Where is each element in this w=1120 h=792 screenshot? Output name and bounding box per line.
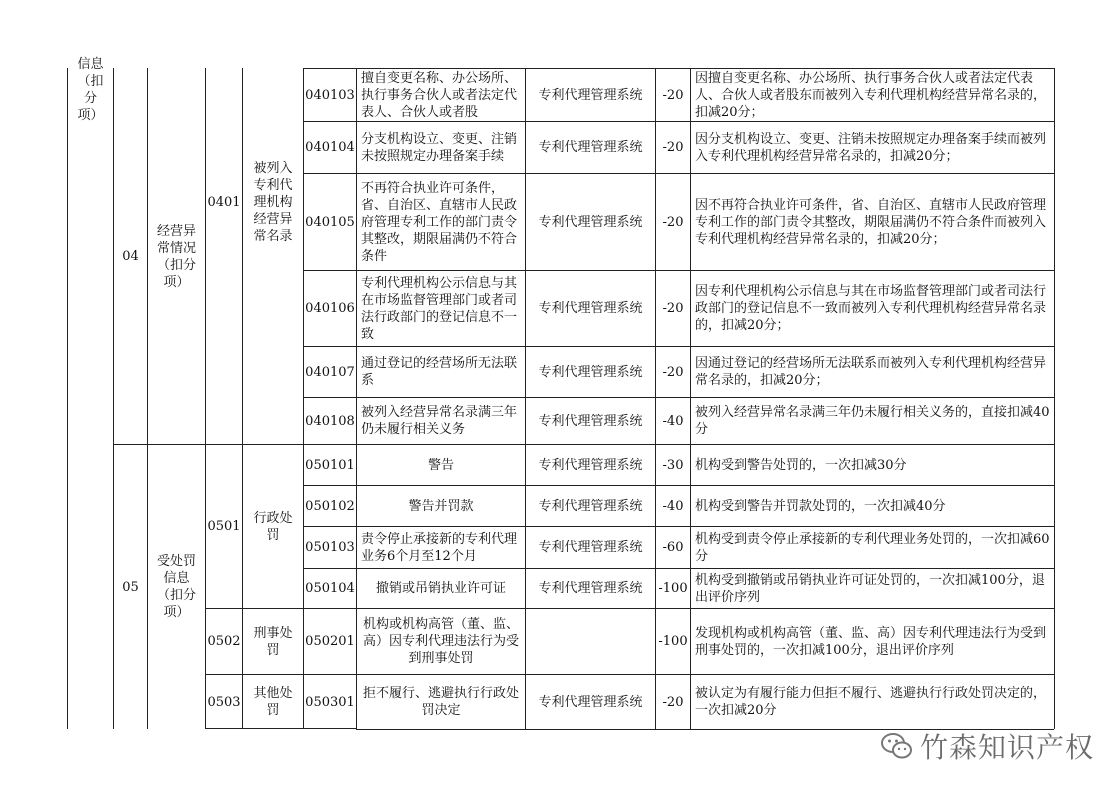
item-source: 专利代理管理系统 <box>538 301 643 316</box>
item-code: 040104 <box>305 140 355 155</box>
item-condition: 拒不履行、逃避执行行政处罚决定 <box>362 686 519 718</box>
item-score: -40 <box>662 413 684 429</box>
item-condition: 责令停止承接新的专利代理业务6个月至12个月 <box>361 531 518 564</box>
item-code: 050104 <box>305 581 355 596</box>
category-name: 经营异常情况（扣分项） <box>156 223 196 290</box>
item-score: -100 <box>658 634 688 649</box>
item-source: 专利代理管理系统 <box>538 87 643 103</box>
item-code: 050102 <box>305 498 355 514</box>
item-code: 050101 <box>305 457 355 473</box>
item-score: -40 <box>662 498 684 514</box>
watermark-text: 竹森知识产权 <box>920 731 1095 764</box>
item-rule: 因不再符合执业许可条件，省、自治区、直辖市人民政府管理专利工作的部门责令其整改，期限届满仍不符合条件而被列入专利代理机构经营异常名录的，扣减20分； <box>695 197 1047 247</box>
item-rule: 机构受到警告并罚款处罚的，一次扣减40分 <box>695 498 946 514</box>
subcategory-name: 刑事处罚 <box>253 625 293 658</box>
item-condition: 通过登记的经营场所无法联系 <box>361 356 518 388</box>
item-source: 专利代理管理系统 <box>538 498 643 514</box>
item-score: -60 <box>662 540 684 555</box>
item-source: 专利代理管理系统 <box>538 140 643 155</box>
item-code: 040107 <box>305 364 355 380</box>
item-code: 050301 <box>305 694 355 710</box>
subcategory-code: 0401 <box>207 195 241 210</box>
item-rule: 机构受到警告处罚的，一次扣减30分 <box>695 457 907 473</box>
category-code: 04 <box>122 249 139 264</box>
item-condition: 擅自变更名称、办公场所、执行事务合伙人或者法定代表人、合伙人或者股 <box>361 71 518 120</box>
item-score: -30 <box>662 457 684 473</box>
item-condition: 警告 <box>427 457 454 473</box>
item-condition: 专利代理机构公示信息与其在市场监督管理部门或者司法行政部门的登记信息不一致 <box>361 275 518 342</box>
item-code: 040105 <box>305 214 355 230</box>
item-score: -100 <box>658 581 688 596</box>
category-name: 受处罚信息（扣分项） <box>156 554 196 620</box>
item-score: -20 <box>662 140 684 155</box>
item-condition: 机构或机构高管（董、监、高）因专利代理违法行为受到刑事处罚 <box>362 617 519 666</box>
item-rule: 被认定为有履行能力但拒不履行、逃避执行行政处罚决定的，一次扣减20分 <box>695 686 1047 718</box>
item-source: 专利代理管理系统 <box>538 457 643 473</box>
item-rule: 因专利代理机构公示信息与其在市场监督管理部门或者司法行政部门的登记信息不一致而被列入专利代理机构经营异常名录的，扣减20分； <box>695 284 1047 333</box>
item-score: -20 <box>662 214 684 230</box>
item-score: -20 <box>662 87 684 103</box>
item-code: 040108 <box>305 413 355 429</box>
item-code: 040103 <box>305 87 355 103</box>
item-rule: 因分支机构设立、变更、注销未按照规定办理备案手续而被列入专利代理机构经营异常名录的，扣减20分； <box>695 131 1047 164</box>
item-source: 专利代理管理系统 <box>538 540 643 555</box>
item-source: 专利代理管理系统 <box>538 413 643 429</box>
subcategory-name: 被列入专利代理机构经营异常名录 <box>253 161 293 244</box>
item-condition: 撤销或吊销执业许可证 <box>375 581 506 596</box>
item-condition: 不再符合执业许可条件，省、自治区、直辖市人民政府管理专利工作的部门责令其整改，期限届满仍不符合条件 <box>361 180 518 264</box>
item-code: 050103 <box>305 540 355 555</box>
item-score: -20 <box>662 364 684 380</box>
item-condition: 分支机构设立、变更、注销未按照规定办理备案手续 <box>361 131 518 164</box>
subcategory-name: 行政处罚 <box>253 510 293 543</box>
item-code: 040106 <box>305 301 355 316</box>
wechat-logo-icon <box>880 731 914 761</box>
item-rule: 被列入经营异常名录满三年仍未履行相关义务的，直接扣减40分 <box>695 405 1050 437</box>
item-rule: 因通过登记的经营场所无法联系而被列入专利代理机构经营异常名录的，扣减20分； <box>695 356 1047 388</box>
item-source: 专利代理管理系统 <box>538 694 643 710</box>
item-condition: 被列入经营异常名录满三年仍未履行相关义务 <box>361 405 518 437</box>
item-score: -20 <box>662 694 684 710</box>
continuation-category: 信息（扣分项） <box>77 57 104 123</box>
item-rule: 机构受到责令停止承接新的专利代理业务处罚的，一次扣减60分 <box>695 531 1050 564</box>
item-rule: 因擅自变更名称、办公场所、执行事务合伙人或者法定代表人、合伙人或者股东而被列入专利代理机构经营异常名录的，扣减20分； <box>695 70 1047 120</box>
item-code: 050201 <box>305 634 355 649</box>
item-score: -20 <box>662 301 684 316</box>
item-source: 专利代理管理系统 <box>538 214 643 230</box>
subcategory-code: 0503 <box>207 694 241 710</box>
item-source <box>526 609 655 674</box>
item-rule: 发现机构或机构高管（董、监、高）因专利代理违法行为受到刑事处罚的，一次扣减100分，退出评价序列 <box>695 625 1047 658</box>
item-source: 专利代理管理系统 <box>538 364 643 380</box>
item-condition: 警告并罚款 <box>408 498 474 514</box>
subcategory-code: 0502 <box>207 634 241 649</box>
watermark <box>880 726 1094 766</box>
item-rule: 机构受到撤销或吊销执业许可证处罚的，一次扣减100分，退出评价序列 <box>695 572 1045 605</box>
category-code: 05 <box>122 579 139 595</box>
subcategory-code: 0501 <box>207 519 241 534</box>
subcategory-name: 其他处罚 <box>253 686 293 718</box>
item-source: 专利代理管理系统 <box>538 581 643 596</box>
